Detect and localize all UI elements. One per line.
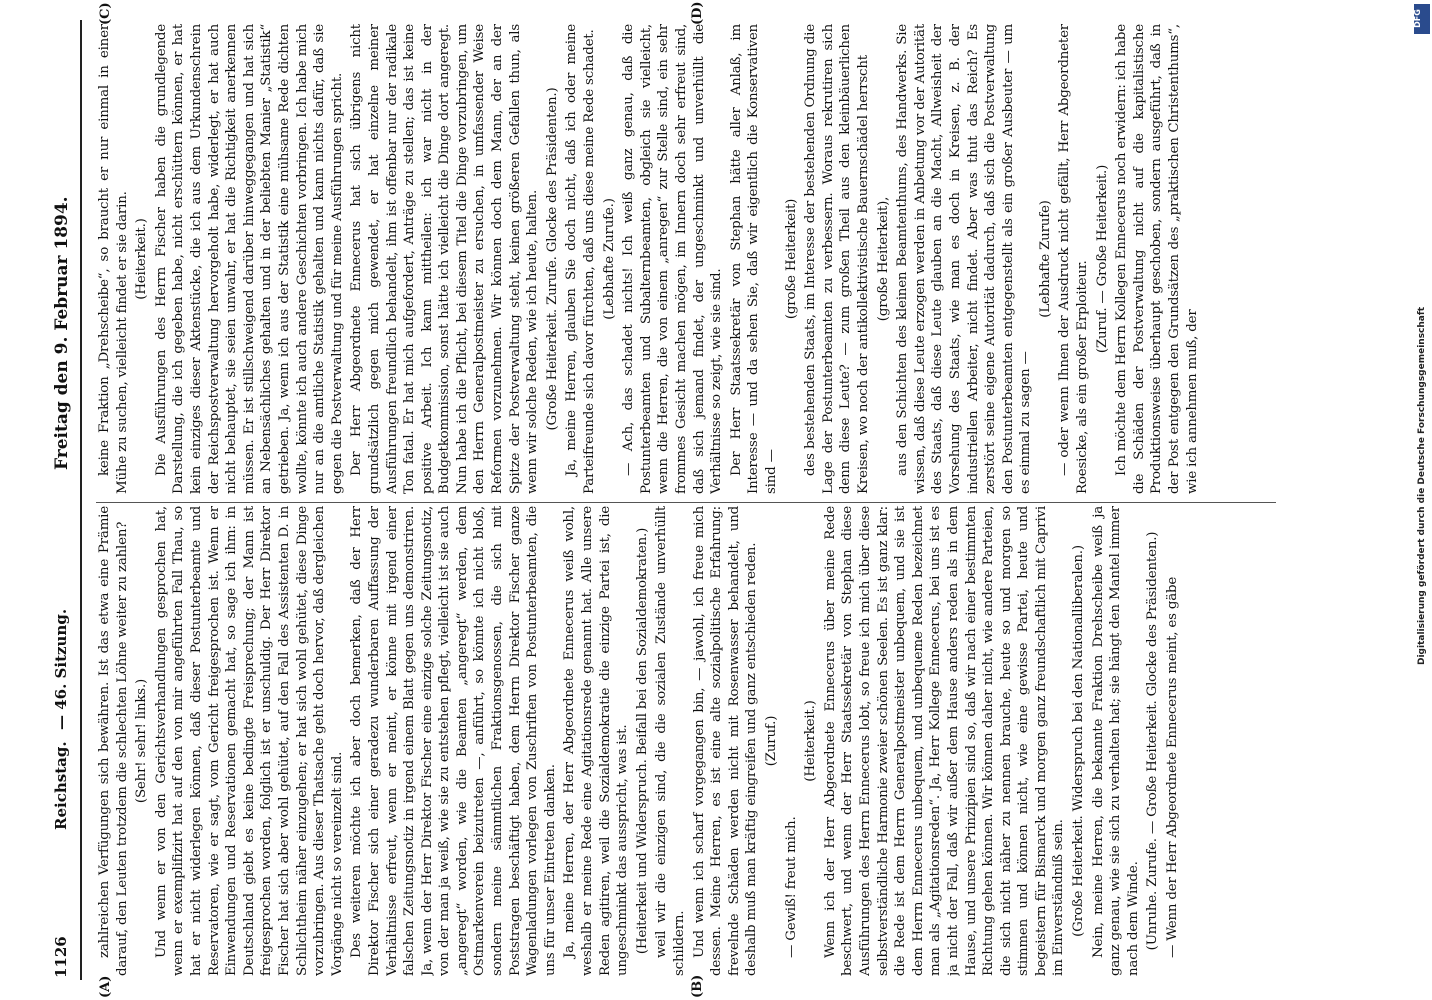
paragraph: Und wenn ich scharf vorgegangen bin, — jawohl, ich freue mich dessen. Meine Herren, es ist eine alte sozialpolitische Erfahrung: frevelnde Schäden werden nicht mit Rosenwasser behandelt, und deshalb muß man kräftig eingreifen und ganz entschieden reden. [691,506,760,976]
margin-mark-c: (C) [98,2,113,25]
paragraph: Der Herr Abgeordnete Ennecerus hat sich übrigens nicht grundsätzlich gegen mich gewendet, er hat einzelne meiner Ausführungen freundlich behandelt, ihm ist offenbar nur der radikale Ton fatal. Er hat mich aufgefordert, Anträge zu stellen; das ist keine positive Arbeit. Ich kann mittheilen: ich war nicht in der Budgetkommission, sonst hätte ich vielleicht die Dinge dort angeregt. Nun habe ich die Pflicht, bei diesem Titel die Dinge vorzubringen, um den Herrn Generalpostmeister zu ersuchen, in umfassender Weise Reformen vorzunehmen. Wir können doch dem Mann, der an der Spitze der Postverwaltung steht, keinen größeren Gefallen thun, als wenn wir solche Reden, wie ich heute, halten. [349,24,541,494]
margin-mark-d: (D) [690,1,705,25]
paragraph: Ja, meine Herren, glauben Sie doch nicht, daß ich oder meine Parteifreunde sich davor fürchten, daß uns diese meine Rede schadet. [564,24,598,494]
header-body: Reichstag. [52,741,70,830]
stage-direction: (Heiterkeit.) [134,218,150,300]
margin-mark-b: (B) [690,974,705,998]
paragraph: — Ach, das schadet nichts! Ich weiß ganz genau, daß die Postunterbeamten und Subalternbeamten, obgleich sie vielleicht, wenn die Herren, die von einem „anregen“ zur Stelle sind, ein sehr frommes Gesicht machen mögen, im Innern doch sehr erfreut sind, daß sich jemand findet, der ungeschminkt und unverhüllt die Verhältnisse so zeigt, wie sie sind. [621,24,725,494]
dfg-logo [1414,4,1430,34]
paragraph: — Gewiß! freut mich. [783,816,799,958]
paragraph: keine Fraktion „Drehscheibe“, so braucht er nur einmal in einer Mühe zu suchen, vielleicht findet er sie darin. [97,24,130,494]
paragraph: Der Herr Staatssekretär von Stephan hätte aller Anlaß, im Interesse — und da sehen Sie, daß wir eigentlich die Konservativen sind — [728,24,779,494]
digitization-text: Digitalisierung gefördert durch die Deutsche Forschungsgemeinschaft [1417,306,1427,665]
page-number: 1126 [52,936,70,978]
column-divider [96,502,1276,503]
right-column [96,24,1276,494]
stage-direction: (Sehr! sehr! links.) [134,678,150,804]
dfg-logo-text: DFG [1412,9,1422,28]
stage-direction: (Heiterkeit und Widerspruch. Beifall bei den Sozialdemokraten.) [634,527,650,955]
stage-direction: (Große Heiterkeit. Widerspruch bei den Nationalliberalen.) [1071,545,1087,937]
stage-direction: (Lebhafte Zurufe.) [601,198,617,320]
paragraph: weil wir die einzigen sind, die die sozialen Zustände unverhüllt schildern. [654,506,687,976]
header-rule [80,20,82,980]
paragraph: — Wenn der Herr Abgeordnete Ennecerus meint, es gäbe [1165,576,1181,958]
digitization-note [1412,0,1432,1000]
page-header [52,0,76,1000]
stage-direction: (Zuruf.) [763,715,779,767]
paragraph: Und wenn er von den Gerichtsverhandlungen gesprochen hat, wenn er exemplifizirt hat auf den von mir angeführten Fall Thau, so hat er nicht widerlegen können, daß dieser Postunterbeamte und Reservatoren, wie er sagt, vom Gericht freigesprochen ist. Wenn er Einwendungen und Reservationen gemacht hat, so sage ich ihm: in Deutschland giebt es keine bedingte Freisprechung; der Mann ist freigesprochen worden, folglich ist er unschuldig. Der Herr Direktor Fischer hat sich aber wohl gehütet, auf den Fall des Assistenten D. in Schlichtheim näher einzugehen; er hat sich wohl gehütet, diese Dinge vorzubringen. Aus dieser Thatsache geht doch hervor, daß dergleichen Vorgänge nicht so vereinzelt sind. [153,506,345,976]
paragraph: Die Ausführungen des Herrn Fischer haben die grundlegende Darstellung, die ich gegeben habe, nicht erschüttern können, er hat kein einziges dieser Aktenstücke, die ich aus dem Urkundenschrein der Reichspostverwaltung hervorgeholt habe, widerlegt, er hat auch nicht behauptet, sie seien unwahr, er hat die Richtigkeit anerkennen müssen. Er ist stillschweigend darüber hinweggegangen und hat sich an Nebensächliches gehalten und in der beliebten Manier „Statistik“ getrieben. Ja, wenn ich aus der Statistik eine mühsame Rede dichten wollte, könnte ich auch andere Geschichten vorbringen. Ich habe mich nur an die amtliche Statistik gehalten und kann nichts dafür, daß sie gegen die Postverwaltung und für meine Ausführungen spricht. [153,24,345,494]
stage-direction: (Heiterkeit.) [803,700,819,782]
paragraph: — oder wenn Ihnen der Ausdruck nicht gefällt, Herr Abgeordneter Roesicke, als ein großer Erploiteur. [1057,24,1091,494]
stage-direction: (Zuruf. — Große Heiterkeit.) [1094,164,1110,354]
header-date: Freitag den 9. Februar 1894. [52,196,72,470]
left-column [96,506,1276,976]
stage-direction: (Unruhe. Zurufe. — Große Heiterkeit. Glocke des Präsidenten.) [1145,531,1161,951]
paragraph: Nein, meine Herren, die bekannte Fraktion Drehscheibe weiß ja ganz genau, wie sie sich zu verhalten hat; sie hängt den Mantel immer nach dem Winde. [1090,506,1141,976]
paragraph: Ja, meine Herren, der Herr Abgeordnete Ennecerus weiß wohl, weshalb er meine Rede eine Agitationsrede genannt hat. Alle unsere Reden agitiren, weil die Sozialdemokratie die einzige Partei ist, die ungeschminkt das ausspricht, was ist. [562,506,631,976]
paragraph: Wenn ich der Herr Abgeordnete Ennecerus über meine Rede beschwert, und wenn der Herr Staatssekretär von Stephan diese Ausführungen des Herrn Ennecerus lobt, so freue ich mich über diese selbstverständliche Harmonie zweier schönen Seelen. Es ist ganz klar: die Rede ist dem Herrn Generalpostmeister unbequem, und sie ist dem Herrn Ennecerus unbequem, und unbequeme Reden bezeichnet man als „Agitationsreden“. Ja, Herr Kollege Ennecerus, bei uns ist es ja nicht der Fall, daß wir außer dem Hause anders reden als in dem Hause, und unsere Prinzipien sind so, daß wir nach einer bestimmten Richtung gehen können. Wir können daher nicht, wie andere Parteien, die sich nicht näher zu nennen brauche, heute so und morgen so stimmen und können nicht, wie eine gewisse Partei, heute und begeistern für Bismarck und morgen ganz freundschaftlich mit Caprivi im Einverständniß sein. [822,506,1067,976]
stage-direction: (große Heiterkeit) [783,198,799,320]
paragraph: Ich möchte dem Herrn Kollegen Ennecerus noch erwidern: ich habe die Schäden der Postverwaltung nicht auf die kapitalistische Produktionsweise überhaupt geschoben, sondern ausgeführt, daß in der Post entgegen den Grundsätzen des „praktischen Christenthums“, wie ich annehmen muß, der [1114,24,1200,494]
paragraph: Des weiteren möchte ich aber doch bemerken, daß der Herr Direktor Fischer sich einer geradezu wunderbaren Auffassung der Verhältnisse erfreut, wenn er meint, er könne mit irgend einer falschen Zeitungsnotiz in irgend einem Blatt gegen uns demonstriren. Ja, wenn der Herr Direktor Fischer eine einzige solche Zeitungsnotiz, von der man ja weiß, wie sie zu entstehen pflegt, vielleicht ist sie auch „angeregt“ worden, wie die Beamten „angeregt“ werden, dem Ostmarkenverein beizutreten —, anführt, so könnte ich nicht bloß, sondern meine sämmtlichen Fraktionsgenossen, die sich mit Poststragen beschäftigt haben, dem Herrn Direktor Fischer ganze Wagenladungen vorlegen von Zuschriften von Postunterbeamten, die uns für unser Eintreten danken. [349,506,558,976]
paragraph: des bestehenden Staats, im Interesse der bestehenden Ordnung die Lage der Postunterbeamten zu verbessern. Woraus rekrutiren sich denn diese Leute? — zum großen Theil aus den kleinbäuerlichen Kreisen, wo noch der antikollektivistische Bauernschädel herrscht [803,24,871,494]
stage-direction: (Große Heiterkeit. Zurufe. Glocke des Präsidenten.) [544,87,560,431]
stage-direction: (große Heiterkeit), [875,196,891,322]
header-session: — 46. Sitzung. [52,608,70,730]
paragraph: aus den Schichten des kleinen Beamtenthums, des Handwerks. Sie wissen, daß diese Leute erzogen werden in Anbetung vor der Autorität des Staats, daß diese Leute glauben an die Macht, Allweisheit der Vorsehung des Staats, wie man es doch in Kreisen, z. B. der industriellen Arbeiter, nicht findet. Aber was thut das Reich? Es zerstört seine eigene Autorität dadurch, daß sich die Postverwaltung den Postunterbeamten entgegenstellt als ein großer Ausbeuter — um es einmal zu sagen — [895,24,1034,494]
margin-mark-a: (A) [98,975,113,998]
stage-direction: (Lebhafte Zurufe) [1037,200,1053,318]
paragraph: zahlreichen Verfügungen sich bewähren. Ist das etwa eine Prämie darauf, den Leuten trotzdem die schlechten Löhne weiter zu zahlen? [97,506,130,976]
